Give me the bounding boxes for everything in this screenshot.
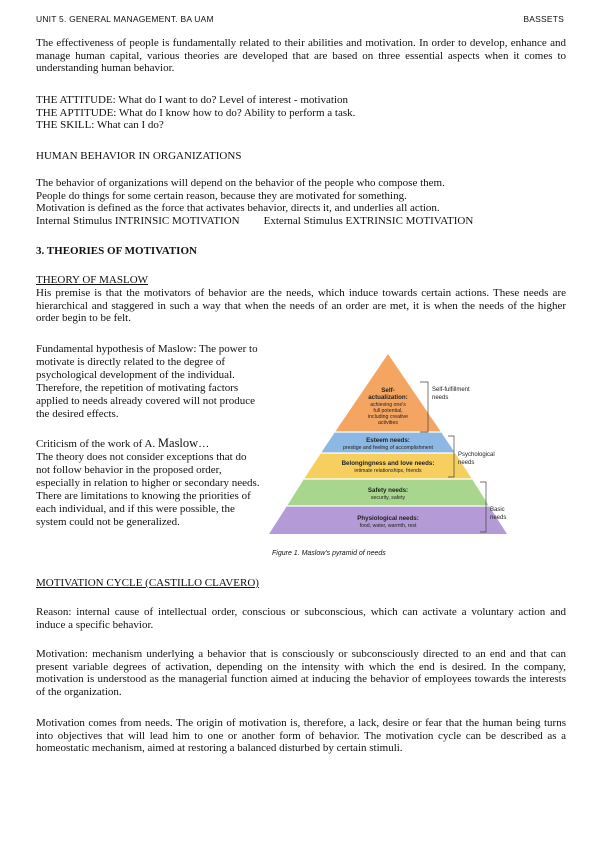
cycle-motivation: Motivation: mechanism underlying a behavior that is consciously or subconsciously directed to an end and that can present variable degrees of activation, depending on the intensity with which the end is desired. In the company, motivation is understood as the managerial function aimed at inducing the behavior of employees towards the interests of the organization. bbox=[36, 648, 566, 698]
esteem-title: Esteem needs: bbox=[366, 437, 410, 444]
header-right: BASSETS bbox=[523, 14, 564, 24]
criticism-title: Criticism of the work of A. Maslow… bbox=[36, 436, 210, 450]
svg-text:needs: needs bbox=[432, 395, 449, 401]
svg-text:Basic: Basic bbox=[490, 507, 505, 513]
physiological-title: Physiological needs: bbox=[357, 515, 419, 522]
svg-text:prestige and feeling of accomp: prestige and feeling of accomplishment bbox=[343, 445, 433, 451]
self-actualization-title-2: actualization: bbox=[368, 394, 408, 401]
figure-caption: Figure 1. Maslow's pyramid of needs bbox=[272, 550, 386, 557]
criticism-point: The theory does not consider exceptions that do not follow behavior in the proposed order, especially in relation to higher or secondary needs. bbox=[36, 451, 260, 489]
svg-text:Psychological: Psychological bbox=[458, 452, 495, 458]
belongingness-title: Belongingness and love needs: bbox=[341, 460, 435, 467]
svg-text:needs: needs bbox=[458, 460, 475, 466]
header-left: UNIT 5. GENERAL MANAGEMENT. BA UAM bbox=[36, 14, 214, 24]
maslow-pyramid-figure bbox=[268, 346, 568, 556]
section-title: 3. THEORIES OF MOTIVATION bbox=[36, 245, 197, 257]
behavior-line: Motivation is defined as the force that activates behavior, directs it, and underlies all action. bbox=[36, 202, 440, 214]
svg-text:security, safety: security, safety bbox=[370, 495, 406, 501]
svg-text:achieving one's: achieving one's bbox=[370, 402, 406, 408]
intro-paragraph: The effectiveness of people is fundamentally related to their abilities and motivation. In order to develop, enhance and manage human capital, various theories are developed that are based on three essential aspects when it comes to understanding human behavior. bbox=[36, 37, 566, 74]
aspects-list bbox=[36, 94, 566, 132]
safety-title: Safety needs: bbox=[367, 487, 409, 494]
page-header bbox=[36, 14, 564, 26]
criticism-point: There are limitations to knowing the priorities of each individual, and if this were possible, the system could not be generalized. bbox=[36, 490, 251, 528]
aspect-attitude: THE ATTITUDE: What do I want to do? Level of interest - motivation bbox=[36, 94, 348, 106]
self-actualization-title: Self- bbox=[381, 387, 395, 394]
cycle-reason: Reason: internal cause of intellectual order, conscious or subconscious, which can activate a voluntary action and induce a specific behavior. bbox=[36, 606, 566, 631]
cycle-heading: MOTIVATION CYCLE (CASTILLO CLAVERO) bbox=[36, 577, 259, 589]
svg-text:needs: needs bbox=[490, 515, 507, 521]
external-stimulus: External Stimulus EXTRINSIC MOTIVATION bbox=[263, 214, 474, 227]
internal-stimulus: Internal Stimulus INTRINSIC MOTIVATION bbox=[36, 214, 240, 227]
maslow-premise: His premise is that the motivators of behavior are the needs, which induce towards certain actions. These needs are hierarchical and staggered in such a way that when the needs of an order are met, it is when the needs of the higher order begin to be felt. bbox=[36, 287, 566, 324]
aspect-skill: THE SKILL: What can I do? bbox=[36, 119, 164, 131]
svg-text:Self-fulfillment: Self-fulfillment bbox=[432, 387, 470, 393]
svg-text:food, water, warmth, rest: food, water, warmth, rest bbox=[359, 523, 417, 529]
svg-text:intimate relationships, friend: intimate relationships, friends bbox=[354, 468, 422, 474]
maslow-hypothesis: Fundamental hypothesis of Maslow: The power to motivate is directly related to the degree of psychological development of the individual. Therefore, the repetition of motivating factors applied to needs already covered will not produce the desired effects. bbox=[36, 343, 258, 420]
svg-text:activities: activities bbox=[378, 420, 398, 426]
behavior-line: People do things for some certain reason, because they are motivated for something. bbox=[36, 189, 407, 202]
svg-text:full potential,: full potential, bbox=[373, 408, 403, 414]
maslow-heading: THEORY OF MASLOW bbox=[36, 274, 149, 286]
cycle-needs: Motivation comes from needs. The origin of motivation is, therefore, a lack, desire or fear that the human being turns into objectives that will lead him to one or another form of behavior. The motivation cycle can be described as a homeostatic mechanism, aimed at restoring a balanced disturbed by certain stimuli. bbox=[36, 717, 566, 754]
human-behavior-heading: HUMAN BEHAVIOR IN ORGANIZATIONS bbox=[36, 150, 242, 162]
behavior-block bbox=[36, 177, 566, 227]
aspect-aptitude: THE APTITUDE: What do I know how to do? Ability to perform a task. bbox=[36, 106, 356, 119]
behavior-line: The behavior of organizations will depend on the behavior of the people who compose them. bbox=[36, 177, 445, 189]
svg-text:including creative: including creative bbox=[367, 414, 409, 420]
maslow-criticism bbox=[36, 437, 262, 529]
stimulus-line bbox=[36, 215, 566, 228]
